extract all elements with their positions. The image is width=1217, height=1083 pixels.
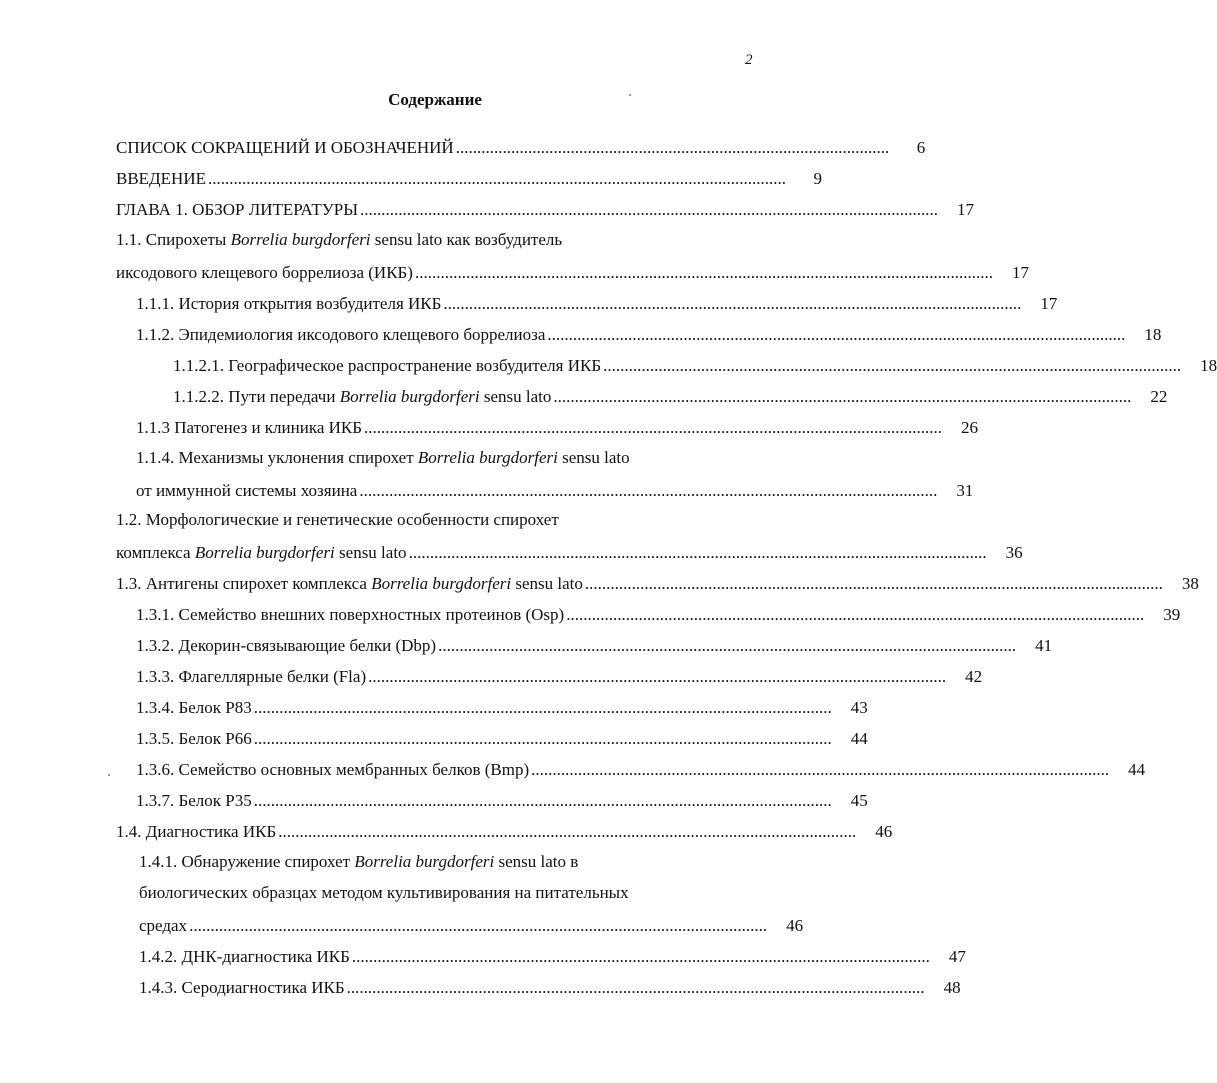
toc-entry-italic: Borrelia burgdorferi	[339, 387, 480, 406]
page-number: 2	[745, 52, 753, 68]
toc-entry-label: 1.4. Диагностика ИКБ	[116, 822, 277, 841]
toc-entry[interactable]	[136, 596, 1181, 626]
toc-leader-dots: ........................................................................................................................................	[364, 418, 943, 437]
toc-leader-dots: ........................................................................................................................................	[368, 667, 947, 686]
toc-leader-dots: ........................................................................................................................................	[603, 356, 1182, 375]
toc-entry-page: 26	[961, 418, 979, 437]
toc-leader-dots: ........................................................................................................................................	[547, 325, 1126, 344]
toc-leader-dots: ......................................................................................................	[455, 138, 890, 157]
toc-entry-label: 1.3.7. Белок Р35	[136, 791, 252, 810]
toc-entry-label: 1.3.3. Флагеллярные белки (Fla)	[136, 667, 367, 686]
toc-entry-label	[116, 542, 407, 564]
toc-entry-label	[173, 386, 551, 408]
toc-entry-label: 1.4.3. Серодиагностика ИКБ	[139, 978, 345, 997]
toc-entry[interactable]	[136, 689, 868, 719]
toc-entry[interactable]	[116, 813, 893, 843]
toc-entry-page: 48	[943, 978, 961, 997]
toc-entry[interactable]	[136, 720, 868, 750]
toc-entry-page: 43	[850, 698, 868, 717]
toc-entry-page: 17	[1011, 263, 1029, 282]
toc-entry[interactable]	[139, 938, 966, 968]
toc-entry[interactable]	[136, 409, 979, 439]
toc-entry[interactable]	[116, 534, 1023, 564]
toc-leader-dots: ........................................................................................................................................	[253, 729, 832, 748]
toc-entry-line1	[136, 447, 630, 469]
toc-leader-dots: ........................................................................................................................................	[351, 947, 930, 966]
toc-entry-label: 1.3.2. Декорин-связывающие белки (Dbp)	[136, 636, 437, 655]
toc-entry-page: 47	[948, 947, 966, 966]
toc-leader-dots: ........................................................................................................................................	[207, 169, 786, 188]
toc-entry-page: 44	[850, 729, 868, 748]
toc-entry-text: sensu lato	[334, 543, 407, 562]
toc-entry-text: 1.3. Антигены спирохет комплекса	[116, 574, 372, 593]
toc-title: Содержание	[388, 90, 482, 109]
toc-entry-label: СПИСОК СОКРАЩЕНИЙ И ОБОЗНАЧЕНИЙ	[116, 138, 454, 157]
toc-entry[interactable]	[139, 907, 804, 937]
scan-speck	[108, 774, 110, 776]
toc-leader-dots: ........................................................................................................................................	[531, 760, 1110, 779]
toc-entry[interactable]	[136, 658, 983, 688]
toc-entry[interactable]	[136, 627, 1053, 657]
toc-entry-page: 42	[965, 667, 983, 686]
toc-entry-page: 38	[1181, 574, 1199, 593]
toc-entry-text: 1.1.2.2. Пути передачи	[173, 387, 340, 406]
toc-entry-page: 9	[813, 169, 822, 188]
toc-entry-page: 18	[1200, 356, 1217, 375]
toc-entry-line1: 1.2. Морфологические и генетические особенности спирохет	[116, 510, 559, 529]
toc-entry[interactable]	[116, 160, 822, 190]
toc-entry-label	[116, 573, 583, 595]
scan-speck	[629, 94, 631, 96]
toc-leader-dots: ........................................................................................................................................	[438, 636, 1017, 655]
toc-entry-text: sensu lato	[479, 387, 552, 406]
toc-entry-page: 45	[850, 791, 868, 810]
toc-entry-page: 6	[916, 138, 926, 157]
toc-leader-dots: ........................................................................................................................................	[566, 605, 1145, 624]
toc-entry-label: иксодового клещевого боррелиоза (ИКБ)	[116, 263, 413, 282]
toc-entry-italic: Borrelia burgdorferi	[194, 543, 335, 562]
toc-leader-dots: ........................................................................................................................................	[408, 543, 987, 562]
toc-entry-label: 1.1.2.1. Географическое распространение возбудителя ИКБ	[173, 356, 602, 375]
toc-entry-label: ВВЕДЕНИЕ	[116, 169, 206, 188]
toc-entry-page: 17	[957, 200, 975, 219]
toc-entry[interactable]	[173, 347, 1217, 377]
toc-entry-text: sensu lato	[511, 574, 583, 593]
toc-entry-page: 41	[1035, 636, 1053, 655]
toc-entry-page: 39	[1163, 605, 1181, 624]
toc-entry-page: 46	[786, 916, 804, 935]
toc-entry-text: 1.1. Спирохеты	[116, 230, 231, 249]
toc-entry[interactable]	[139, 969, 961, 999]
toc-entry-text: sensu lato	[557, 448, 630, 467]
toc-entry[interactable]	[136, 285, 1058, 315]
toc-entry-line1	[116, 229, 562, 251]
toc-entry-label: 1.4.2. ДНК-диагностика ИКБ	[139, 947, 350, 966]
toc-entry[interactable]	[116, 129, 926, 159]
toc-entry-italic: Borrelia burgdorferi	[230, 230, 371, 249]
toc-entry-italic: Borrelia burgdorferi	[417, 448, 558, 467]
toc-entry[interactable]	[116, 254, 1029, 284]
toc-entry[interactable]	[136, 782, 868, 812]
toc-leader-dots: ........................................................................................................................................	[346, 978, 925, 997]
toc-leader-dots: ........................................................................................................................................	[359, 481, 938, 500]
toc-entry-italic: Borrelia burgdorferi	[354, 852, 495, 871]
toc-entry-page: 44	[1128, 760, 1146, 779]
toc-entry[interactable]	[116, 565, 1199, 595]
toc-entry-label: 1.3.6. Семейство основных мембранных белков (Bmp)	[136, 760, 530, 779]
toc-entry-page: 22	[1150, 387, 1168, 406]
toc-entry-page: 17	[1040, 294, 1058, 313]
toc-leader-dots: ........................................................................................................................................	[253, 698, 832, 717]
toc-entry-label: 1.1.1. История открытия возбудителя ИКБ	[136, 294, 442, 313]
toc-leader-dots: ........................................................................................................................................	[553, 387, 1132, 406]
toc-entry-label: 1.1.2. Эпидемиология иксодового клещевого боррелиоза	[136, 325, 546, 344]
toc-entry-line1	[139, 851, 578, 873]
toc-entry-text: 1.1.4. Механизмы уклонения спирохет	[136, 448, 418, 467]
toc-entry-label: 1.1.3 Патогенез и клиника ИКБ	[136, 418, 363, 437]
toc-entry[interactable]	[136, 751, 1146, 781]
toc-leader-dots: ........................................................................................................................................	[360, 200, 939, 219]
toc-leader-dots: ........................................................................................................................................	[278, 822, 857, 841]
toc-leader-dots: ........................................................................................................................................	[253, 791, 832, 810]
toc-leader-dots: ........................................................................................................................................	[189, 916, 768, 935]
toc-entry-text: 1.4.1. Обнаружение спирохет	[139, 852, 355, 871]
toc-entry-label: от иммунной системы хозяина	[136, 481, 358, 500]
toc-entry-page: 18	[1144, 325, 1162, 344]
toc-leader-dots: ........................................................................................................................................	[443, 294, 1022, 313]
toc-entry-page: 46	[875, 822, 893, 841]
toc-entry-label: 1.3.5. Белок Р66	[136, 729, 252, 748]
toc-leader-dots: ........................................................................................................................................	[584, 574, 1163, 593]
toc-entry-line2: биологических образцах методом культивирования на питательных	[139, 883, 629, 902]
toc-entry-text: комплекса	[116, 543, 195, 562]
toc-entry-label: 1.3.1. Семейство внешних поверхностных протеинов (Osp)	[136, 605, 565, 624]
toc-entry-italic: Borrelia burgdorferi	[371, 574, 512, 593]
toc-entry-label: ГЛАВА 1. ОБЗОР ЛИТЕРАТУРЫ	[116, 200, 359, 219]
toc-entry-text: sensu lato в	[494, 852, 579, 871]
toc-leader-dots: ........................................................................................................................................	[414, 263, 993, 282]
toc-entry-label: 1.3.4. Белок Р83	[136, 698, 252, 717]
toc-entry-page: 36	[1005, 543, 1023, 562]
toc-entry[interactable]	[116, 191, 975, 221]
toc-entry[interactable]	[173, 378, 1168, 408]
toc-entry-label: средах	[139, 916, 188, 935]
toc-entry-page: 31	[956, 481, 974, 500]
toc-entry[interactable]	[136, 472, 974, 502]
toc-entry[interactable]	[136, 316, 1162, 346]
toc-entry-text: sensu lato как возбудитель	[370, 230, 563, 249]
